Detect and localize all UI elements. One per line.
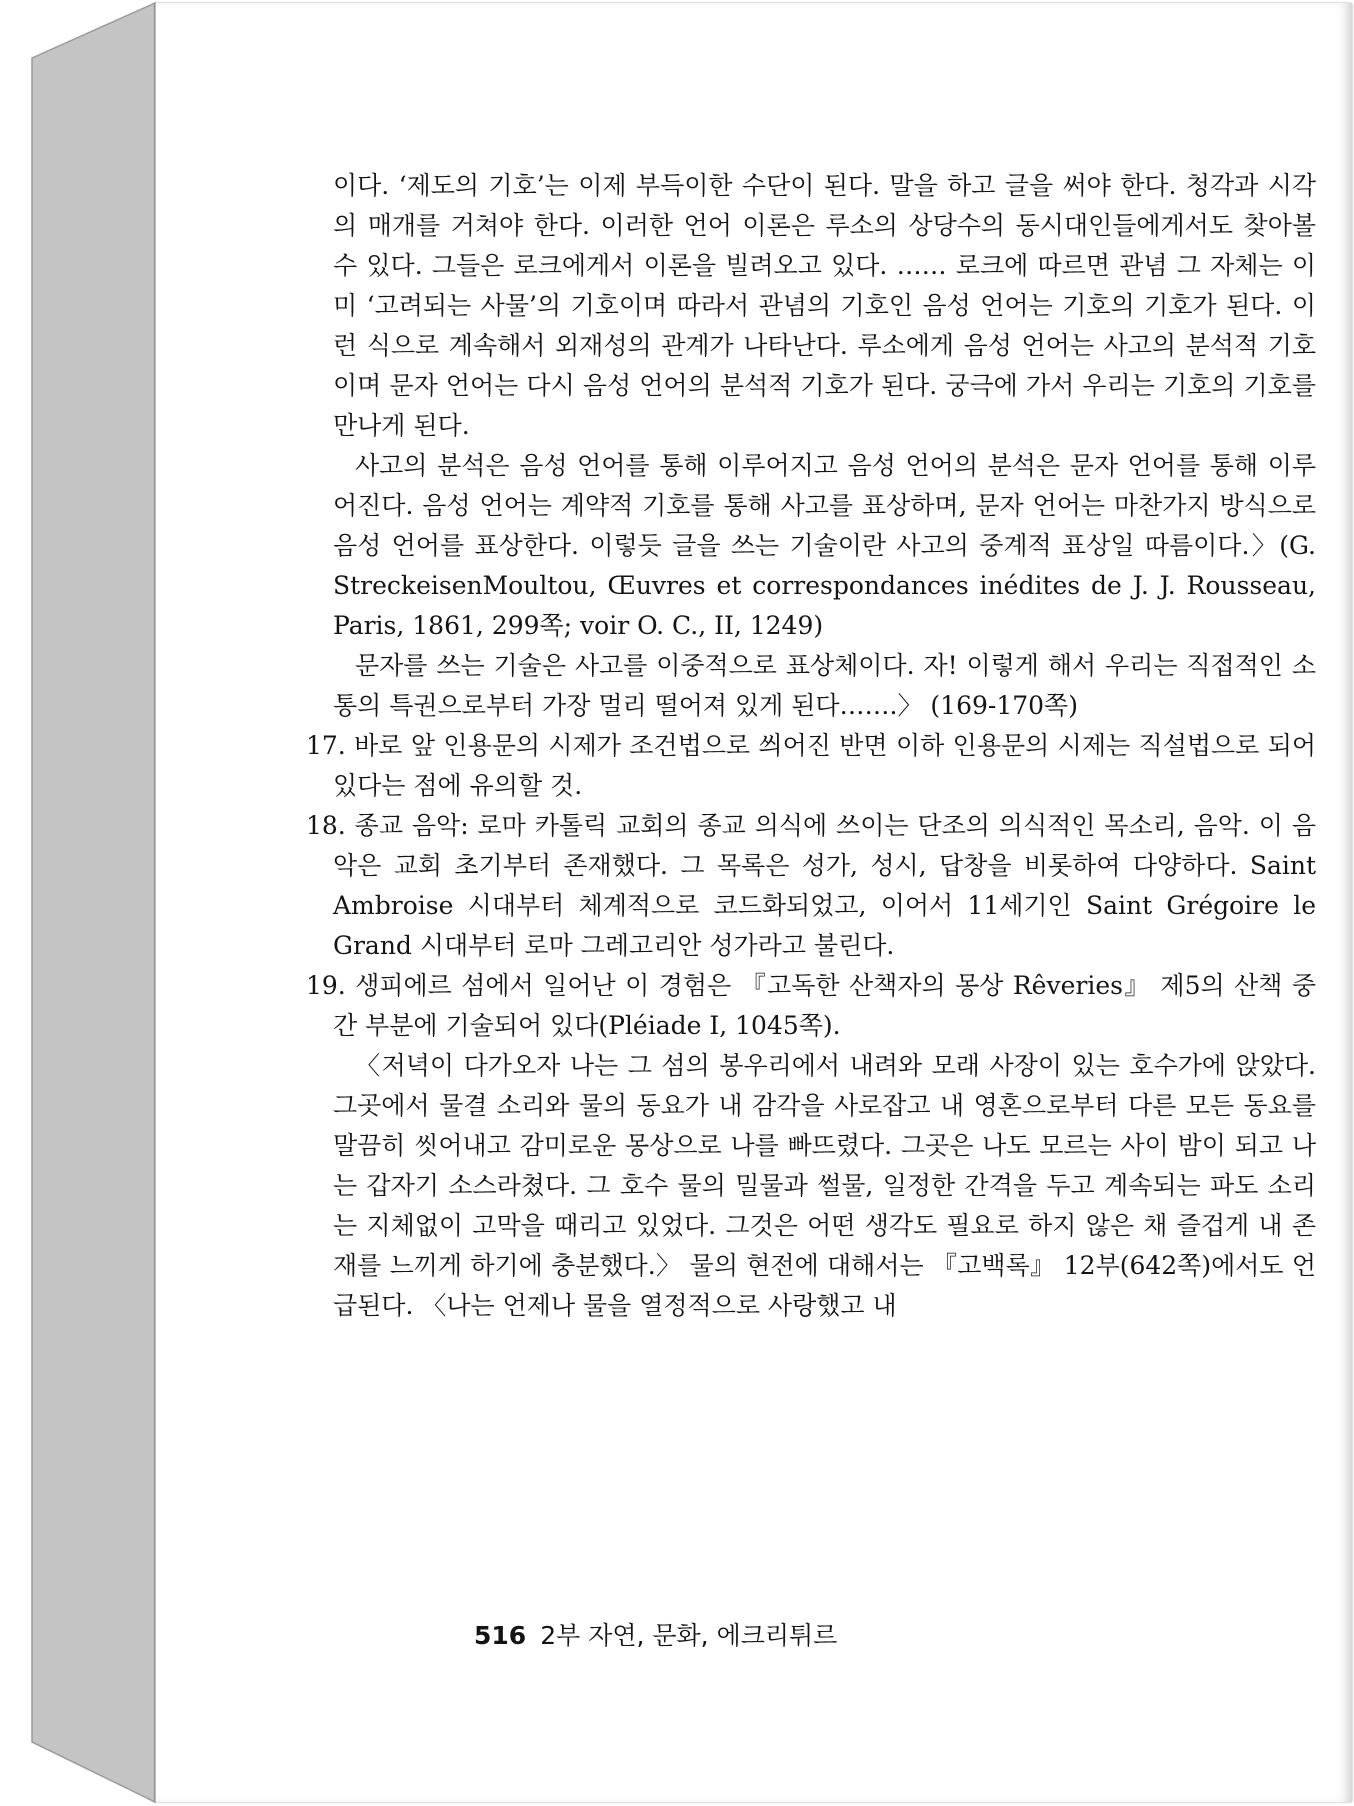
page-number: 516 [474, 1621, 527, 1650]
footnote: 17. 바로 앞 인용문의 시제가 조건법으로 씌어진 반면 이하 인용문의 시제는 직설법으로 되어 있다는 점에 유의할 것. [306, 731, 1316, 800]
footnote: 18. 종교 음악: 로마 카톨릭 교회의 종교 의식에 쓰이는 단조의 의식적인 목소리, 음악. 이 음악은 교회 초기부터 존재했다. 그 목록은 성가, 성시, 답창을 비롯하여 다양하다. Saint Ambroise 시대부터 체계적으로 코드화되었고, 이어서 11세기인 Saint Grégoire le Grand 시대부터 로마 그레고리안 성가라고 불린다. [306, 811, 1316, 960]
paragraph: 사고의 분석은 음성 언어를 통해 이루어지고 음성 언어의 분석은 문자 언어를 통해 이루어진다. 음성 언어는 계약적 기호를 통해 사고를 표상하며, 문자 언어는 마찬가지 방식으로 음성 언어를 표상한다. 이렇듯 글을 쓰는 기술이란 사고의 중계적 표상일 따름이다.〉(G. StreckeisenMoultou, Œuvres et correspondances inédites de J. J. Rousseau, Paris, 1861, 299쪽; voir O. C., II, 1249) [333, 451, 1316, 640]
book-spine [0, 0, 160, 1806]
page-footer [474, 1616, 837, 1652]
paragraph: 〈저녁이 다가오자 나는 그 섬의 봉우리에서 내려와 모래 사장이 있는 호수가에 앉았다. 그곳에서 물결 소리와 물의 동요가 내 감각을 사로잡고 내 영혼으로부터 다른 모든 동요를 말끔히 씻어내고 감미로운 몽상으로 나를 빠뜨렸다. 그곳은 나도 모르는 사이 밤이 되고 나는 갑자기 소스라쳤다. 그 호수 물의 밀물과 썰물, 일정한 간격을 두고 계속되는 파도 소리는 지체없이 고막을 때리고 있었다. 그것은 어떤 생각도 필요로 하지 않은 채 즐겁게 내 존재를 느끼게 하기에 충분했다.〉 물의 현전에 대해서는 『고백록』 12부(642쪽)에서도 언급된다. 〈나는 언제나 물을 열정적으로 사랑했고 내 [333, 1051, 1316, 1320]
page-body [306, 166, 1316, 1326]
book-page [155, 3, 1352, 1802]
running-title: 2부 자연, 문화, 에크리튀르 [540, 1621, 838, 1650]
paragraph: 이다. ‘제도의 기호’는 이제 부득이한 수단이 된다. 말을 하고 글을 써야 한다. 청각과 시각의 매개를 거쳐야 한다. 이러한 언어 이론은 루소의 상당수의 동시대인들에게서도 찾아볼 수 있다. 그들은 로크에게서 이론을 빌려오고 있다. …… 로크에 따르면 관념 그 자체는 이미 ‘고려되는 사물’의 기호이며 따라서 관념의 기호인 음성 언어는 기호의 기호가 된다. 이런 식으로 계속해서 외재성의 관계가 나타난다. 루소에게 음성 언어는 사고의 분석적 기호이며 문자 언어는 다시 음성 언어의 분석적 기호가 된다. 궁극에 가서 우리는 기호의 기호를 만나게 된다. [333, 171, 1316, 440]
paragraph: 문자를 쓰는 기술은 사고를 이중적으로 표상체이다. 자! 이렇게 해서 우리는 직접적인 소통의 특권으로부터 가장 멀리 떨어져 있게 된다…….〉 (169-170쪽) [333, 651, 1316, 720]
footnote: 19. 생피에르 섬에서 일어난 이 경험은 『고독한 산책자의 몽상 Rêveries』 제5의 산책 중간 부분에 기술되어 있다(Pléiade I, 1045쪽). [306, 971, 1316, 1040]
